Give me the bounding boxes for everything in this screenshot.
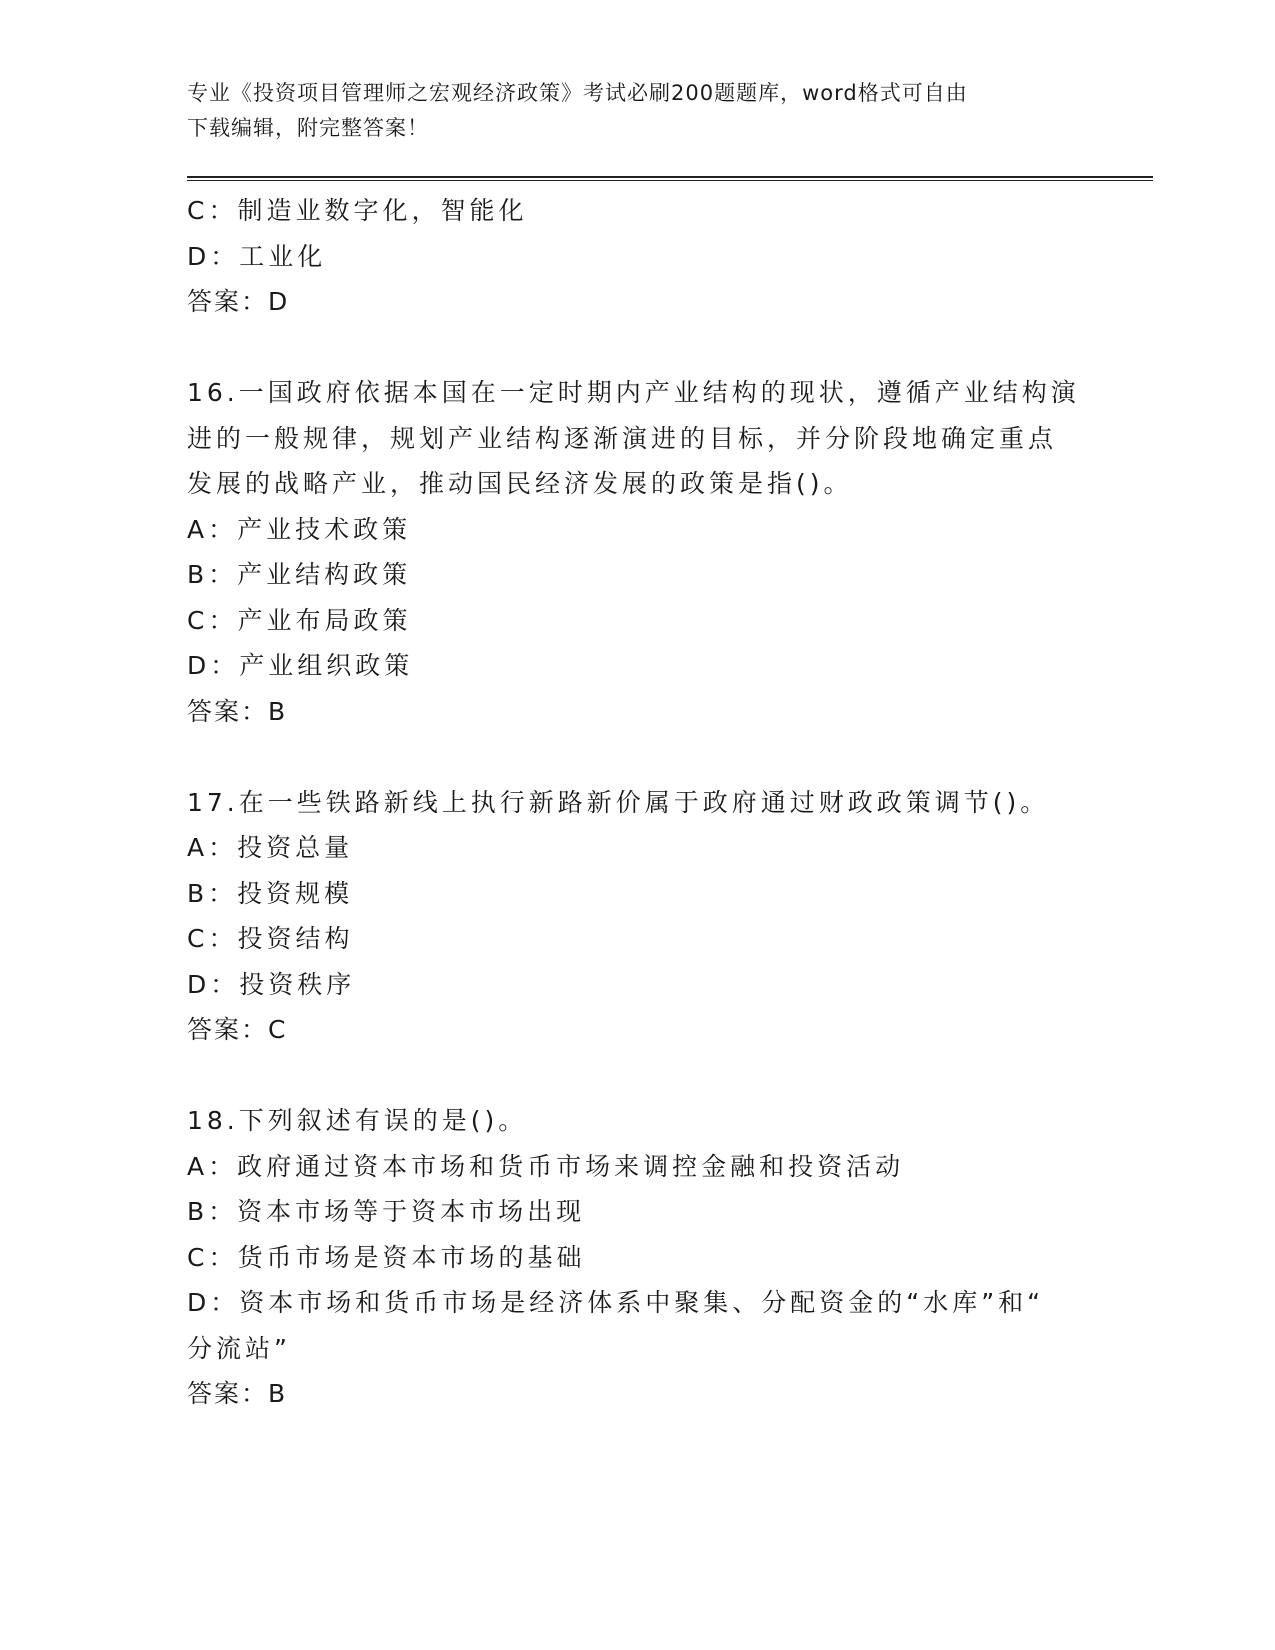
question-stem-line: 进的一般规律，规划产业结构逐渐演进的目标，并分阶段地确定重点	[187, 423, 1058, 453]
question-16	[187, 370, 1087, 734]
spacer	[187, 1053, 1087, 1099]
option-c: C：投资结构	[187, 924, 354, 953]
option-a: A：产业技术政策	[187, 514, 412, 544]
header-line-2: 下载编辑，附完整答案！	[187, 116, 429, 140]
answer: 答案：B	[187, 1379, 288, 1408]
question-stem-line: 17.在一些铁路新线上执行新路新价属于政府通过财政政策调节()。	[187, 787, 1050, 817]
option-d-continuation: 分流站”	[187, 1333, 291, 1363]
option-d: D：产业组织政策	[187, 651, 414, 680]
question-18	[187, 1098, 1087, 1417]
option-a: A：投资总量	[187, 833, 354, 862]
option-b: B：投资规模	[187, 878, 354, 908]
answer: 答案：C	[187, 1015, 288, 1044]
answer: 答案：D	[187, 287, 290, 316]
question-17	[187, 780, 1087, 1053]
option-a: A：政府通过资本市场和货币市场来调控金融和投资活动	[187, 1151, 905, 1181]
spacer	[187, 734, 1087, 780]
question-stem-line: 发展的战略产业，推动国民经济发展的政策是指()。	[187, 469, 853, 498]
option-c: C：制造业数字化，智能化	[187, 196, 528, 225]
option-b: B：资本市场等于资本市场出现	[187, 1197, 586, 1226]
option-c: C：货币市场是资本市场的基础	[187, 1242, 586, 1272]
header-divider	[187, 176, 1153, 181]
document-header	[187, 76, 1067, 146]
option-c: C：产业布局政策	[187, 605, 412, 635]
spacer	[187, 325, 1087, 371]
option-d: D：投资秩序	[187, 969, 356, 999]
answer: 答案：B	[187, 696, 288, 726]
question-stem-line: 18.下列叙述有误的是()。	[187, 1106, 528, 1135]
header-line-1: 专业《投资项目管理师之宏观经济政策》考试必刷200题题库，word格式可自由	[187, 81, 968, 105]
question-stem-line: 16.一国政府依据本国在一定时期内产业结构的现状，遵循产业结构演	[187, 378, 1080, 407]
option-d: D：工业化	[187, 241, 327, 271]
question-list	[187, 188, 1087, 1417]
question-15-tail	[187, 188, 1087, 325]
option-d: D：资本市场和货币市场是经济体系中聚集、分配资金的“水库”和“	[187, 1288, 1045, 1317]
option-b: B：产业结构政策	[187, 560, 412, 589]
